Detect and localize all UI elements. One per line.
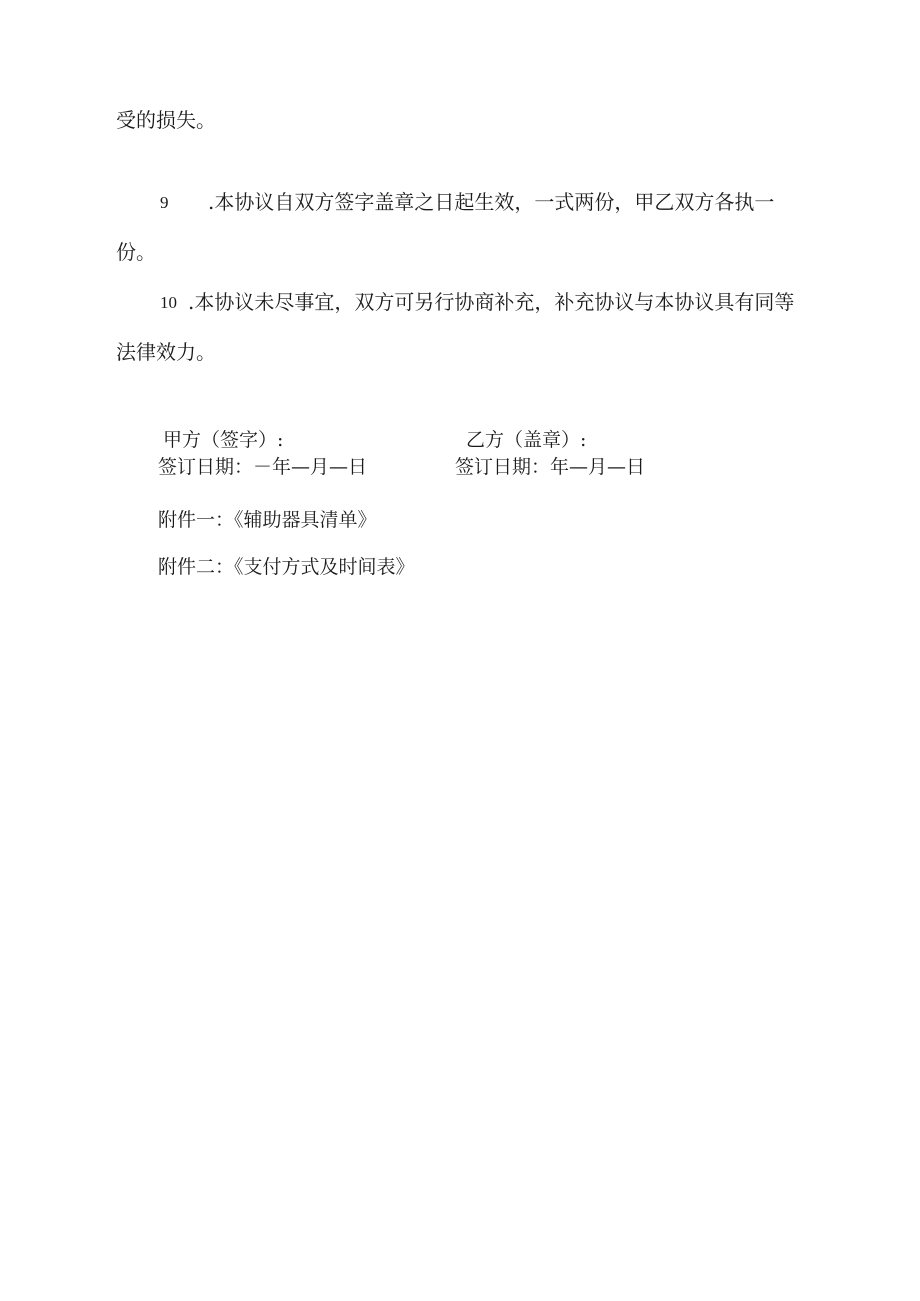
clause-10-number: 10: [160, 293, 177, 312]
clause-9-line-2: 份。: [116, 240, 156, 264]
attachment-2: 附件二：《支付方式及时间表》: [158, 556, 415, 578]
continuation-text: 受的损失。: [116, 108, 216, 132]
party-a-sign-date: 签订日期：－年—月—日: [158, 456, 368, 478]
clause-10-line-2: 法律效力。: [116, 340, 216, 364]
party-b-seal-label: 乙方（盖章）:: [466, 429, 587, 451]
party-a-signature-label: 甲方（签字）:: [163, 429, 284, 451]
clause-9-number: 9: [160, 193, 169, 212]
party-b-sign-date: 签订日期：年—月—日: [455, 456, 646, 478]
clause-10-line-1: .本协议未尽事宜，双方可另行协商补充，补充协议与本协议具有同等: [188, 290, 795, 314]
attachment-1: 附件一：《辅助器具清单》: [158, 509, 377, 531]
clause-9-line-1: .本协议自双方签字盖章之日起生效，一式两份，甲乙双方各执一: [208, 190, 775, 214]
